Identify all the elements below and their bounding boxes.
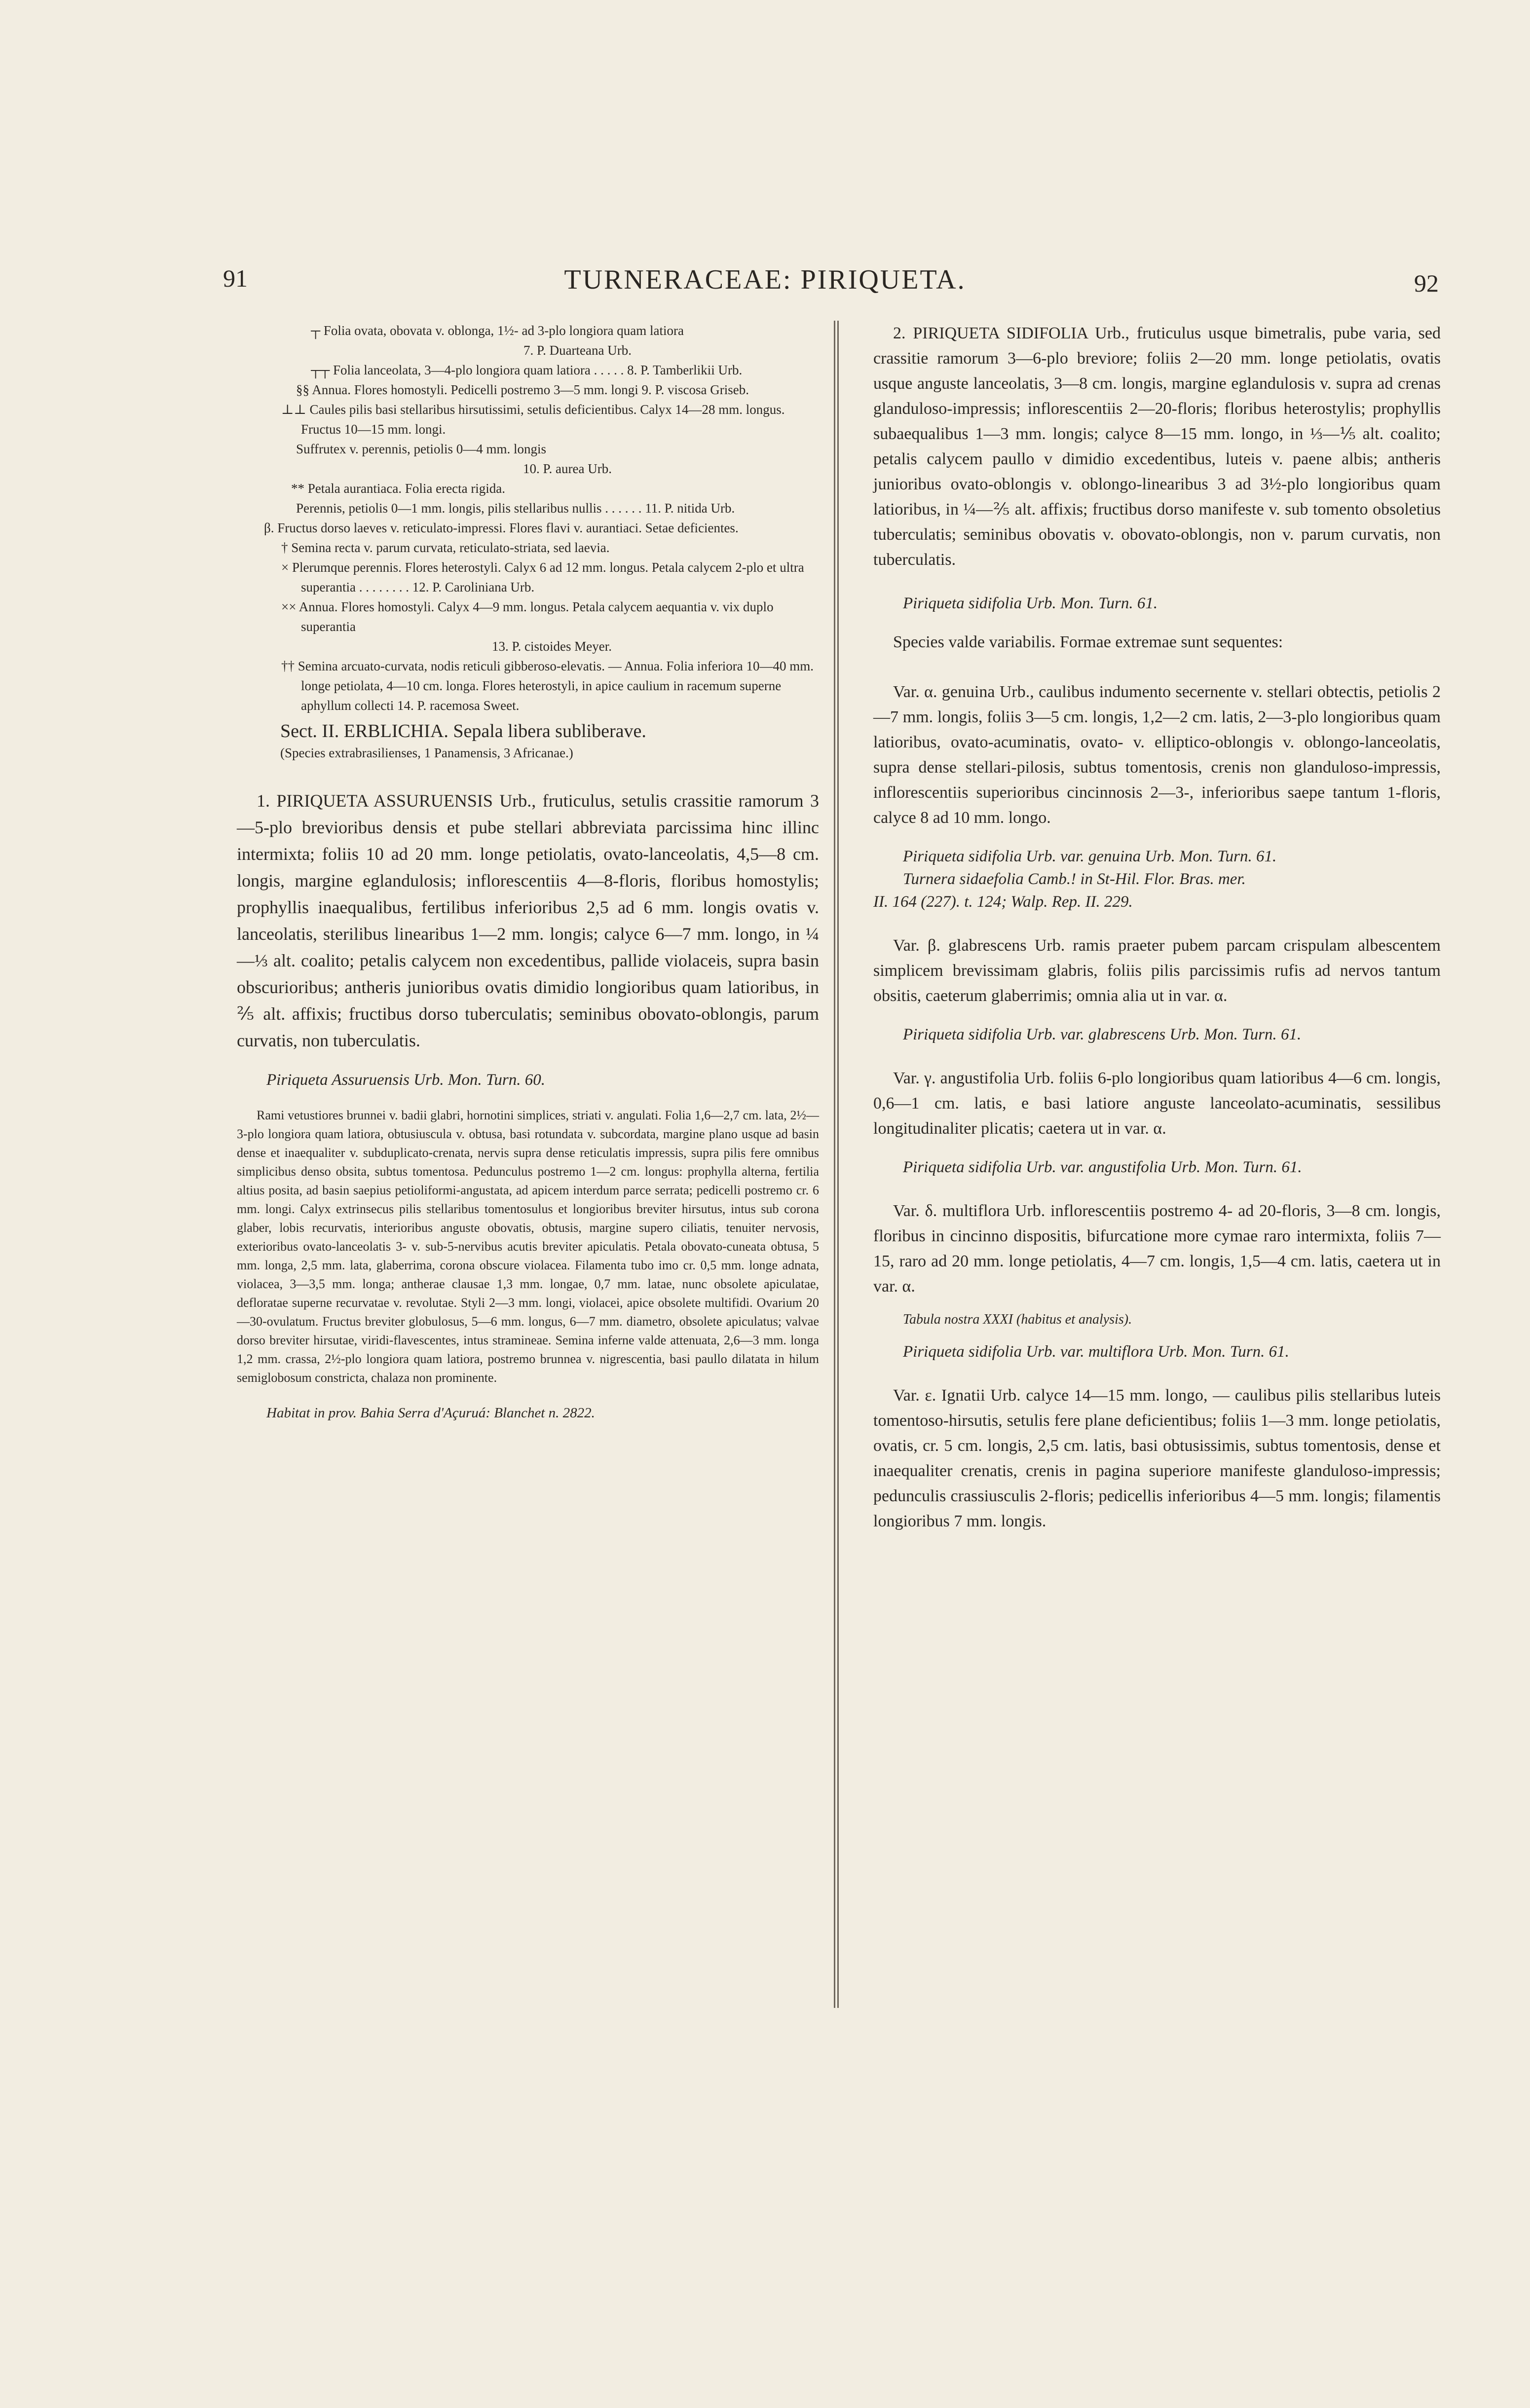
page-header bbox=[0, 264, 1530, 308]
key-line: 10. P. aurea Urb. bbox=[523, 461, 612, 476]
section-heading: Sect. II. ERBLICHIA. Sepala libera subliberave. bbox=[280, 721, 646, 741]
variety-citation: II. 164 (227). t. 124; Walp. Rep. II. 229. bbox=[873, 893, 1133, 911]
key-line: × Plerumque perennis. Flores heterostyli. Calyx 6 ad 12 mm. longus. Petala calycem 2-plo et ultra superantia . . . . . . . . 12. P. Caroliniana Urb. bbox=[281, 560, 804, 594]
variety-citation: Piriqueta sidifolia Urb. var. multiflora Urb. Mon. Turn. 61. bbox=[903, 1343, 1289, 1361]
variability-note: Species valde variabilis. Formae extremae sunt sequentes: bbox=[893, 633, 1283, 651]
page-number-left: 91 bbox=[223, 264, 248, 292]
key-line: §§ Annua. Flores homostyli. Pedicelli postremo 3—5 mm. longi 9. P. viscosa Griseb. bbox=[296, 382, 749, 397]
variety-citation: Piriqueta sidifolia Urb. var. angustifolia Urb. Mon. Turn. 61. bbox=[903, 1158, 1302, 1176]
right-column bbox=[873, 321, 1441, 1534]
key-line: †† Semina arcuato-curvata, nodis reticuli gibberoso-elevatis. — Annua. Folia inferiora 10—40 mm. longe petiolata, 4—10 cm. longa. Flores heterostyli, in apice caulium in racemum superne aphyllum collecti 14. P. racemosa Sweet. bbox=[281, 659, 814, 713]
section-note: (Species extrabrasilienses, 1 Panamensis, 3 Africanae.) bbox=[280, 745, 573, 760]
variety-citation: Piriqueta sidifolia Urb. var. glabrescens Urb. Mon. Turn. 61. bbox=[903, 1026, 1302, 1043]
identification-key bbox=[237, 321, 819, 715]
detailed-description: Rami vetustiores brunnei v. badii glabri, hornotini simplices, striati v. angulati. Folia 1,6—2,7 cm. lata, 2½—3-plo longiora quam latiora, obtusiuscula v. obtusa, basi rotundata v. subcordata, margine plano usque ad basin dense et inaequaliter v. subduplicato-crenata, nervis supra dense reticulatis impressis, supra pilis fere omnibus simplicibus denso obsita, subtus tomentosa. Pedunculus postremo 1—2 cm. longus: prophylla alterna, fertilia altius posita, ad basin saepius petioliformi-angustata, ad apicem interdum parce serrata; pedicelli postremo cr. 6 mm. longi. Calyx extrinsecus pilis stellaribus tomentosulus et longioribus breviter hirsutus, intus sub corona glaber, lobis recurvatis, interioribus anguste obovatis, obtusis, margine supero ciliatis, tenuiter nervosis, exterioribus ovato-lanceolatis 3- v. sub-5-nervibus acutis breviter apiculatis. Petala obovato-cuneata obtusa, 5 mm. longa, 2,5 mm. lata, glaberrima, corona obscure violacea. Filamenta tubo imo cr. 0,5 mm. longe adnata, violacea, 3—3,5 mm. longa; antherae clausae 1,3 mm. longae, 0,7 mm. latae, nunc obsolete apiculatae, defloratae superne recurvatae v. revolutae. Styli 2—3 mm. longi, violacei, apice obsolete multifidi. Ovarium 20—30-ovulatum. Fructus breviter globulosus, 5—6 mm. longus, 6—7 mm. diametro, obsolete apiculatus; valvae dorso breviter hirsutae, viridi-flavescentes, intus stramineae. Semina inferne valde attenuata, 2,6—3 mm. longa 1,2 mm. crassa, 2½-plo longiora quam latiora, postremo brunnea v. nigrescentia, basi paullo dilatata in hilum semiglobosum constricta, chalaza non prominente. bbox=[237, 1108, 819, 1385]
key-line: ┬ Folia ovata, obovata v. oblonga, 1½- ad 3-plo longiora quam latiora bbox=[311, 323, 684, 338]
key-line: ** Petala aurantiaca. Folia erecta rigida. bbox=[291, 481, 506, 496]
species-description: 1. PIRIQUETA ASSURUENSIS Urb., fruticulus, setulis crassitie ramorum 3—5-plo brevioribus densis et pube stellari abbreviata parcissima hinc illinc intermixta; foliis 10 ad 20 mm. longe petiolatis, ovato-lanceolatis, 4,5—8 cm. longis, margine eglandulosis; inflorescentiis 4—8-floris, floribus homostylis; prophyllis inaequalibus, fertilibus inferioribus 2,5 ad 6 mm. longis ovatis v. lanceolatis, sterilibus linearibus 1—2 mm. longis; calyce 6—7 mm. longo, in ¼—⅓ alt. coalito; petalis calycem non excedentibus, pallide violaceis, supra basin obscurioribus; antheris junioribus ovatis dimidio longioribus quam latioribus, in ⅖ alt. affixis; fructibus dorso tuberculatis; seminibus obovato-oblongis, parum curvatis, non tuberculatis. bbox=[237, 791, 819, 1050]
species-citation: Piriqueta sidifolia Urb. Mon. Turn. 61. bbox=[903, 594, 1158, 612]
variety-gamma: Var. γ. angustifolia Urb. foliis 6-plo longioribus quam latioribus 4—6 cm. longis, 0,6—1 cm. latis, e basi latiore anguste lanceolato-acuminatis, sessilibus longitudinaliter plicatis; caetera ut in var. α. bbox=[873, 1069, 1441, 1138]
plate-note: Tabula nostra XXXI (habitus et analysis). bbox=[903, 1312, 1132, 1327]
column-divider bbox=[834, 321, 839, 2008]
key-line: Perennis, petiolis 0—1 mm. longis, pilis stellaribus nullis . . . . . . 11. P. nitida Urb. bbox=[296, 501, 735, 516]
variety-alpha: Var. α. genuina Urb., caulibus indumento secernente v. stellari obtectis, petiolis 2—7 mm. longis, foliis 3—5 cm. longis, 1,2—2 cm. latis, 2—3-plo longioribus quam latioribus, ovato-acuminatis, ovato- v. elliptico-oblongis v. oblongo-lanceolatis, supra dense stellari-pilosis, subtus tomentosis, crenis non glanduloso-impressis, inflorescentiis superioribus cincinnosis 2—3-, inferioribus saepe tantum 1-floris, calyce 8 ad 10 mm. longo. bbox=[873, 683, 1441, 827]
species-citation: Piriqueta Assuruensis Urb. Mon. Turn. 60. bbox=[266, 1071, 546, 1089]
key-line: ┬┬ Folia lanceolata, 3—4-plo longiora quam latiora . . . . . 8. P. Tamberlikii Urb. bbox=[311, 363, 743, 377]
key-line: β. Fructus dorso laeves v. reticulato-impressi. Flores flavi v. aurantiaci. Setae deficientes. bbox=[264, 520, 739, 535]
key-line: Suffrutex v. perennis, petiolis 0—4 mm. longis bbox=[296, 442, 546, 456]
key-line: 7. P. Duarteana Urb. bbox=[523, 343, 632, 358]
page-number-right: 92 bbox=[1414, 269, 1439, 297]
variety-delta: Var. δ. multiflora Urb. inflorescentiis postremo 4- ad 20-floris, 3—8 cm. longis, floribus in cincinno dispositis, bifurcatione more cymae raro intermixta, foliis 7—15, raro ad 20 mm. longe petiolatis, 4—7 cm. longis, 1,5—4 cm. latis, caetera ut in var. α. bbox=[873, 1202, 1441, 1296]
key-line: ×× Annua. Flores homostyli. Calyx 4—9 mm. longus. Petala calycem aequantia v. vix duplo superantia bbox=[281, 599, 774, 634]
habitat-note: Habitat in prov. Bahia Serra d'Açuruá: Blanchet n. 2822. bbox=[266, 1405, 595, 1421]
key-line: ⊥⊥ Caules pilis basi stellaribus hirsutissimi, setulis deficientibus. Calyx 14—28 mm. longus. Fructus 10—15 mm. longi. bbox=[281, 402, 785, 437]
running-title: TURNERACEAE: PIRIQUETA. bbox=[564, 264, 966, 295]
left-column bbox=[237, 321, 819, 1424]
key-line: † Semina recta v. parum curvata, reticulato-striata, sed laevia. bbox=[281, 540, 610, 555]
key-line: 13. P. cistoides Meyer. bbox=[492, 639, 612, 654]
variety-beta: Var. β. glabrescens Urb. ramis praeter pubem parcam crispulam albescentem simplicem brevissimam glabris, foliis pilis parcissimis rufis ad nervos tantum obsitis, caeterum glaberrimis; omnia alia ut in var. α. bbox=[873, 936, 1441, 1005]
species-description: 2. PIRIQUETA SIDIFOLIA Urb., fruticulus usque bimetralis, pube varia, sed crassitie ramorum 3—6-plo breviore; foliis 2—20 mm. longe petiolatis, ovatis usque anguste lanceolatis, 3—8 cm. longis, margine eglandulosis v. supra ad crenas glanduloso-impressis; inflorescentiis 2—20-floris; floribus heterostylis; prophyllis subaequalibus 1—3 mm. longis; calyce 8—15 mm. longo, in ⅓—⅕ alt. coalito; petalis calycem paullo v dimidio excedentibus, luteis v. paene albis; antheris junioribus ovato-oblongis v. oblongo-linearibus 3 ad 3½-plo longioribus quam latioribus, in ¼—⅖ alt. affixis; fructibus dorso manifeste v. sub tomento obsoletius tuberculatis; seminibus obovatis v. obovato-oblongis, non v. parum curvatis, non tuberculatis. bbox=[873, 324, 1441, 569]
variety-citation: Turnera sidaefolia Camb.! in St-Hil. Flor. Bras. mer. bbox=[903, 870, 1246, 888]
variety-citation: Piriqueta sidifolia Urb. var. genuina Urb. Mon. Turn. 61. bbox=[903, 848, 1277, 865]
variety-epsilon: Var. ε. Ignatii Urb. calyce 14—15 mm. longo, — caulibus pilis stellaribus luteis tomentoso-hirsutis, setulis fere plane deficientibus; foliis 1—3 mm. longe petiolatis, ovatis, cr. 5 cm. longis, 2,5 cm. latis, basi obtusissimis, subtus tomentosis, dense et inaequaliter crenatis, crenis in pagina superiore manifeste glanduloso-impressis; pedunculis crassiusculis 2-floris; pedicellis inferioribus 4—5 mm. longis; filamentis longioribus 7 mm. longis. bbox=[873, 1386, 1441, 1530]
